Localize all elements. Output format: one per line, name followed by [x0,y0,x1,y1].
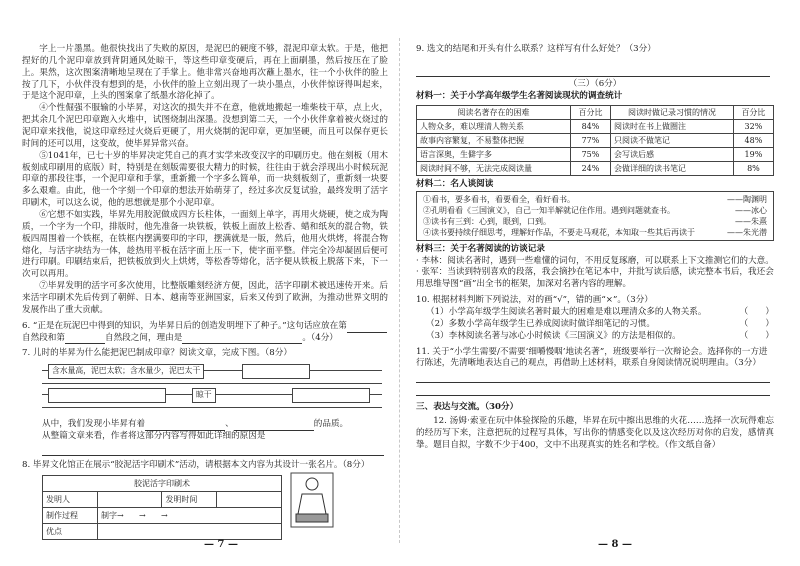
quote-row [423,205,767,216]
judge-item-text: （2）多数小学高年级学生已养成阅读时做详细笔记的习惯。 [426,318,655,329]
paragraph: ⑤1041年，已七十岁的毕昇决定凭自己的真才实学来改变汉字的印刷历史。他在刻板（用木板刻成印刷用的底版）时，特别是在刻版需要很大精力的时候，往往由于就会浮现出小时候玩泥印章的那段往事，一个泥印章和手掌，重新搬一个字多么简单，而一块刻板刻了，重新刻一块要多么艰难。由此，他一个字刻一个印章的想法开始萌芽了，经过多次反复试验，最终发明了活字印刷术，可以这么说，他的思想就是那个小泥印章。 [22,150,388,209]
card-process-label: 制作过程 [43,507,98,523]
quote-row [423,227,767,238]
name-card-area [42,472,388,540]
question-7-sub-b: 从整篇文章来看，作者将这部分内容写得如此详细的原因是 [42,431,266,442]
answer-line[interactable] [416,64,770,77]
card-process-value: 制字→ [101,510,124,520]
table-header: 百分比 [570,105,610,119]
flow-box-blank[interactable] [242,364,310,379]
right-page [402,0,800,566]
table-cell: 会做详细的读书笔记 [611,161,734,175]
table-cell: 只阅读不做笔记 [611,133,734,147]
question-11: 11. 关于“小学生需要/不需要‘细嚼慢咽’地读名著”，班级要举行一次辩论会。选择你的一方进行陈述，先清晰地表达自己的观点，再借助上述材料，联系自身阅读情况说明理由。（3分） [416,346,768,369]
flow-box-blank[interactable] [48,388,166,403]
question-9: 9. 选文的结尾和开头有什么联系？这样写有什么好处？（3分） [416,44,656,54]
table-cell: 24% [570,161,610,175]
question-6 [22,321,388,345]
table-row [417,119,774,133]
table-cell: 会写读后感 [611,147,734,161]
question-7-sub-a-end: 的品质。 [313,419,349,430]
judge-item-text: （1）小学高年级学生阅读名著时最大的困难是难以理清众多的人物关系。 [426,307,707,318]
card-time-field[interactable] [217,491,282,507]
quote-author: ——冰心 [735,205,767,215]
card-process-arrow: → [138,510,146,520]
printer-figure-illustration [290,472,334,528]
judge-answer-paren[interactable]: （ ） [739,307,774,318]
paragraph: ⑥它想不如实践，毕昇先用胶泥做成四方长柱体，一面刻上单字，再用火烧硬，使之成为陶质，一个字为一个印，排版时，他先准备一块铁板，铁板上面放上松香、蜡和纸灰的混合物，铁板四周围着一个铁框，在铁框内摆满要印的字印，摆满就是一版，然后，他用火烘烤，将混合物熔化，与活字块结为一体，趁热用平板在活字面上压一下，使字面平整。伴完全冷却凝固后便可进行印刷。印刷结束后，把铁板放到火上烘烤，等松香等熔化，活字便从铁板上脱落下来，下一次可以再用。 [22,210,388,280]
question-6-text: 6. “正是在玩泥巴中得到的知识，为毕昇日后的创造发明埋下了种子。”这句话应放在第 [22,320,347,331]
section-four-title: 三、表达与交流。（30分） [416,402,519,413]
quote-text: ②孔明看看《三国演义》，自己一知半解就记住作用。遇到问题就查书。 [423,205,675,215]
quote-box [416,191,774,241]
answer-blank[interactable] [347,322,387,333]
name-card [42,475,282,540]
quote-text: ④读书要持续仔细思考，理解好作品，不要走马观花，本知取一些其后再读于 [423,227,695,237]
card-inventor-label: 发明人 [43,491,98,507]
page-divider [399,38,400,543]
answer-blank[interactable] [65,333,105,344]
page-number: — 7 — [204,539,238,551]
answer-blank[interactable] [234,420,314,431]
material-two-title: 材料二：名人谈阅读 [416,178,494,189]
table-cell: 32% [733,119,773,133]
question-7: 7. 儿时的毕昇为什么能把泥巴制成印章？阅读文章，完成下图。（8分） [22,348,292,359]
answer-line[interactable] [416,383,770,396]
table-cell: 48% [733,133,773,147]
answer-blank[interactable] [145,420,225,431]
table-cell: 语言深奥，生僻字多 [417,147,571,161]
table-cell: 故事内容繁复，不易整体把握 [417,133,571,147]
interview-zhang: · 张军：当读到特别喜欢的段落，我会摘抄在笔记本中，并批写读后感，读完整本书后，我还会用思维导图“画”出全书的框架，加深对名著内容的理解。 [416,267,774,290]
table-cell: 19% [733,147,773,161]
answer-blank[interactable] [182,333,302,344]
table-cell: 阅读时在书上做圈注 [611,119,734,133]
judge-answer-paren[interactable]: （ ） [739,318,774,329]
quote-row [423,216,767,227]
quote-text: ③读书有三到：心到，眼到，口到。 [423,216,551,226]
table-header: 百分比 [733,105,773,119]
card-pros-label: 优点 [43,523,98,539]
question-6-text-2: 自然段和第 [22,332,65,343]
table-cell: 8% [733,161,773,175]
answer-line[interactable] [42,443,384,456]
judge-item [426,307,774,319]
page-number: — 8 — [598,539,632,551]
judge-answer-paren[interactable]: （ ） [739,330,774,341]
card-process-field[interactable] [98,507,282,523]
table-row [417,161,774,175]
table-cell: 阅读时间不够，无法完成阅读量 [417,161,571,175]
interview-li: · 李林：阅读名著时，遇到一些难懂的词句，不用反复琢磨，可以联系上下文推测它们的大意。 [416,255,774,266]
question-6-score: 。（4分） [302,332,338,343]
table-cell: 人物众多，难以理清人物关系 [417,119,571,133]
table-cell: 77% [570,133,610,147]
question-12: 12. 汤姆·索亚在玩中体验探险的乐趣，毕昇在玩中擦出思维的火花……选择一次玩得难忘的经历写下来，注意把玩的过程写具体，写出你的情感变化以及这次经历对你的启发，感情真挚。题目自拟，字数不少于400，文中不出现真实的姓名和学校。（作文纸自备） [416,416,774,450]
survey-table [416,105,774,176]
paragraph: ④个性倔强不服输的小毕昇，对这次的损失并不在意，他就地搬起一堆柴枝干草，点上火，把其余几个泥巴印章跑入火堆中，试图烧制出深墨。没想到第二天，一个小伙伴拿着被火烧过的泥印章来找他，说这印章经过火烧后更硬了，用火烧制的泥印章，更加坚硬，而且可以保存更长时间的还可以用，这变故，使毕昇异常兴奋。 [22,103,388,149]
judge-item [426,319,774,331]
card-title: 胶泥活字印刷术 [43,475,282,491]
judge-item [426,331,774,343]
table-header: 阅读时做记录习惯的情况 [611,105,734,119]
quote-author: ——朱熹 [735,216,767,226]
card-pros-field[interactable] [98,523,282,539]
quote-author: ——朱光潜 [727,227,767,237]
card-process-arrow: → [160,510,168,520]
left-page [0,0,398,566]
flow-box-start: 含水量高，泥巴太软；含水量少，泥巴太干 [48,364,204,379]
paragraph: 字上一片墨黑。他很快找出了失败的原因，是泥巴的硬度不够，混泥印章太软。于是，他把捏好的几个泥印章放到背阴通风处晾干，等这些印章变硬后，再在上面刷墨，然后按压在了脸上。果然，这次图案清晰地呈现在了手掌上。他非常兴奋地再次蘸上墨水，往一个小伙伴的脸上按了几下，小伙伴没有想到的是，小伙伴的脸上立刻出现了一块小墨点，小伙伴惊讶得叫起来，于是这个泥印章，上头的图案拿了纸墨水溶化掉了。 [22,44,388,102]
quote-text: ①看书，要多看书，看要看全，看好看书。 [423,194,575,204]
paragraph: ⑦毕昇发明的活字可多次使用，比整版雕刻经济方便，因此，活字印刷术被迅速传开来。后来活字印刷术先后传到了朝鲜、日本、越南等亚洲国家，后来又传到了欧洲，为推动世界文明的发展作出了重大贡献。 [22,281,388,315]
card-time-label: 发明时间 [162,491,217,507]
question-7-sub-a [42,419,388,431]
table-header: 阅读名著存在的困难 [417,105,571,119]
quote-row [423,194,767,205]
card-inventor-field[interactable] [98,491,162,507]
table-cell: 75% [570,147,610,161]
material-three-title: 材料三：关于名著阅读的访谈记录 [416,243,545,254]
question-7-sub-a-text: 从中，我们发现小毕昇有着 [42,419,146,430]
flow-box-dry: 晾干 [192,388,216,403]
question-10: 10. 根据材料判断下列说法，对的画“√”，错的画“×”。（3分） [416,295,653,306]
judge-item-text: （3）李林阅读名著与冰心小时候读《三国演义》的方法是相似的。 [426,330,681,341]
table-row [417,133,774,147]
section-three-title: （三）（6分） [568,78,622,89]
question-6-text-3: 自然段之间，理由是 [104,332,183,343]
answer-line[interactable] [416,370,770,383]
table-cell: 84% [570,119,610,133]
question-8: 8. 毕昇文化馆正在展示“胶泥活字印刷术”活动，请根据本文内容为其设计一张名片。（8分） [22,460,370,471]
quote-author: ——陶渊明 [727,194,767,204]
table-row [417,147,774,161]
material-one-title: 材料一：关于小学高年级学生名著阅读现状的调查统计 [416,90,623,101]
question-7-sub-a-sep: 、 [225,419,234,430]
flow-box-blank[interactable] [292,388,370,403]
flow-diagram [42,364,388,416]
